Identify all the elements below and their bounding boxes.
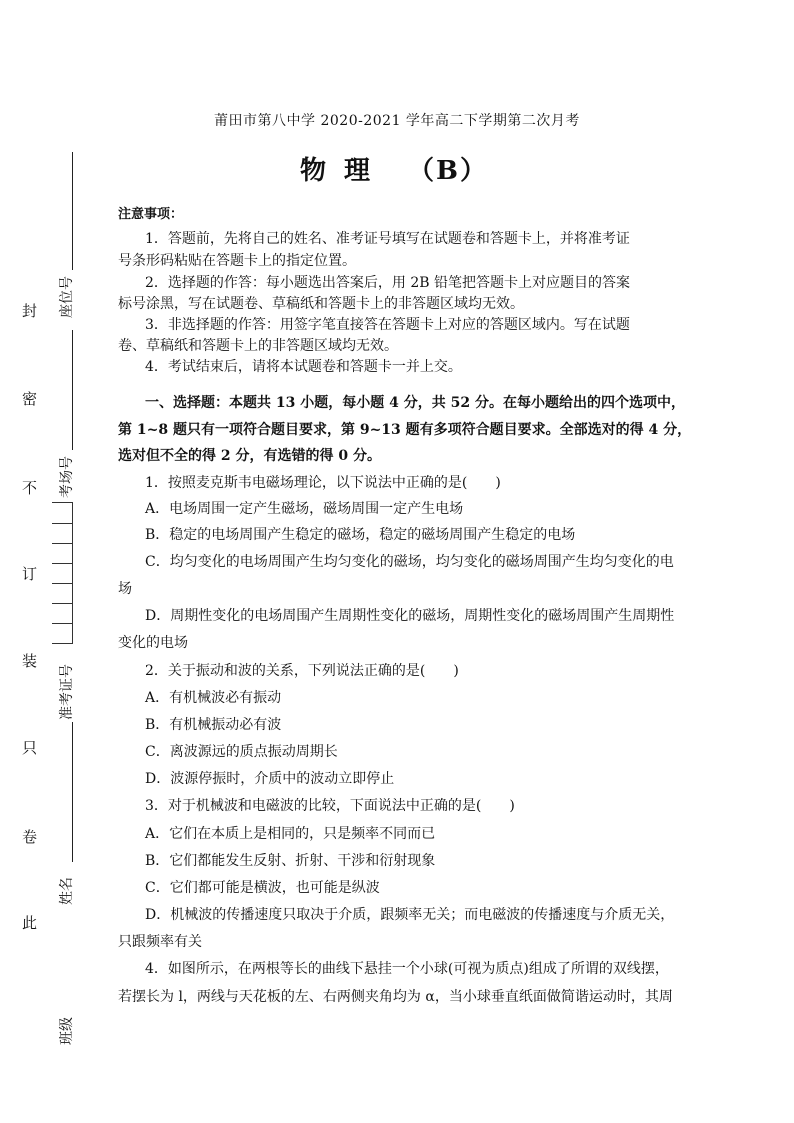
subject-char-1: 物 bbox=[300, 156, 329, 186]
q3-option-a: A．它们在本质上是相同的，只是频率不同而已 bbox=[145, 826, 436, 842]
q4-line-1: 4．如图所示，在两根等长的曲线下悬挂一个小球(可视为质点)组成了所谓的双线摆， bbox=[145, 961, 669, 977]
seal-char-6: 只 bbox=[22, 739, 38, 757]
q2-stem: 2．关于振动和波的关系，下列说法正确的是( ) bbox=[145, 663, 459, 679]
q3-option-b: B．它们都能发生反射、折射、干涉和衍射现象 bbox=[145, 853, 436, 869]
seal-char-8: 此 bbox=[22, 914, 38, 932]
ticket-number-label: 准考证号 bbox=[59, 664, 75, 720]
binding-line-mid1 bbox=[72, 330, 73, 450]
seat-number-label: 座位号 bbox=[59, 276, 75, 318]
section1-line-2: 第 1~8 题只有一项符合题目要求，第 9~13 题有多项符合题目要求。全部选对的得 4 分， bbox=[118, 422, 692, 438]
q2-option-d: D．波源停振时，介质中的波动立即停止 bbox=[145, 771, 395, 787]
paper-version: （B） bbox=[408, 156, 489, 186]
subject-title bbox=[300, 150, 488, 187]
notice-line-7: 4．考试结束后，请将本试题卷和答题卡一并上交。 bbox=[145, 359, 462, 375]
seal-char-3: 不 bbox=[22, 479, 38, 497]
seal-char-2: 密 bbox=[22, 390, 38, 408]
q4-line-2: 若摆长为 l，两线与天花板的左、右两侧夹角均为 α，当小球垂直纸面做简谐运动时，其周 bbox=[118, 989, 673, 1005]
notice-line-6: 卷、草稿纸和答题卡上的非答题区域均无效。 bbox=[118, 338, 398, 354]
subject-char-2: 理 bbox=[344, 156, 373, 186]
class-label: 班级 bbox=[59, 1017, 75, 1045]
binding-line-top bbox=[72, 152, 73, 270]
q1-option-d: D．周期性变化的电场周围产生周期性变化的磁场，周期性变化的磁场周围产生周期性 bbox=[145, 608, 675, 624]
q1-option-d-cont: 变化的电场 bbox=[118, 635, 188, 651]
q2-option-a: A．有机械波必有振动 bbox=[145, 690, 282, 706]
notice-line-1: 1．答题前，先将自己的姓名、准考证号填写在试题卷和答题卡上，并将准考证 bbox=[145, 231, 630, 247]
notice-heading: 注意事项： bbox=[118, 207, 184, 222]
seal-char-7: 卷 bbox=[22, 828, 38, 846]
notice-line-4: 标号涂黑，写在试题卷、草稿纸和答题卡上的非答题区域均无效。 bbox=[118, 296, 524, 312]
exam-room-label: 考场号 bbox=[59, 456, 75, 498]
notice-line-5: 3．非选择题的作答：用签字笔直接答在答题卡上对应的答题区域内。写在试题 bbox=[145, 317, 630, 333]
binding-line-mid2 bbox=[72, 722, 73, 862]
q3-option-d-cont: 只跟频率有关 bbox=[118, 934, 202, 950]
q3-stem: 3．对于机械波和电磁波的比较，下面说法中正确的是( ) bbox=[145, 798, 515, 814]
section1-line-1: 一、选择题：本题共 13 小题，每小题 4 分，共 52 分。在每小题给出的四个选项中， bbox=[145, 395, 685, 411]
q2-option-b: B．有机械振动必有波 bbox=[145, 717, 282, 733]
section1-line-3: 选对但不全的得 2 分，有选错的得 0 分。 bbox=[118, 448, 381, 464]
q2-option-c: C．离波源远的质点振动周期长 bbox=[145, 744, 338, 760]
q3-option-d: D．机械波的传播速度只取决于介质，跟频率无关；而电磁波的传播速度与介质无关， bbox=[145, 907, 675, 923]
q1-option-a: A．电场周围一定产生磁场，磁场周围一定产生电场 bbox=[145, 501, 464, 517]
seal-char-5: 装 bbox=[22, 652, 38, 670]
q1-option-c: C．均匀变化的电场周围产生均匀变化的磁场，均匀变化的磁场周围产生均匀变化的电 bbox=[145, 554, 674, 570]
q3-option-c: C．它们都可能是横波，也可能是纵波 bbox=[145, 880, 380, 896]
ticket-number-grid[interactable] bbox=[52, 502, 73, 644]
seal-char-1: 封 bbox=[22, 302, 38, 320]
notice-line-3: 2．选择题的作答：每小题选出答案后，用 2B 铅笔把答题卡上对应题目的答案 bbox=[145, 275, 631, 291]
q1-option-c-cont: 场 bbox=[118, 581, 132, 597]
q1-option-b: B．稳定的电场周围产生稳定的磁场，稳定的磁场周围产生稳定的电场 bbox=[145, 527, 576, 543]
q1-stem: 1．按照麦克斯韦电磁场理论，以下说法中正确的是( ) bbox=[145, 475, 501, 491]
seal-char-4: 订 bbox=[22, 565, 38, 583]
school-exam-title: 莆田市第八中学 2020-2021 学年高二下学期第二次月考 bbox=[214, 113, 580, 129]
name-label: 姓名 bbox=[59, 877, 75, 905]
notice-line-2: 号条形码粘贴在答题卡上的指定位置。 bbox=[118, 253, 356, 269]
